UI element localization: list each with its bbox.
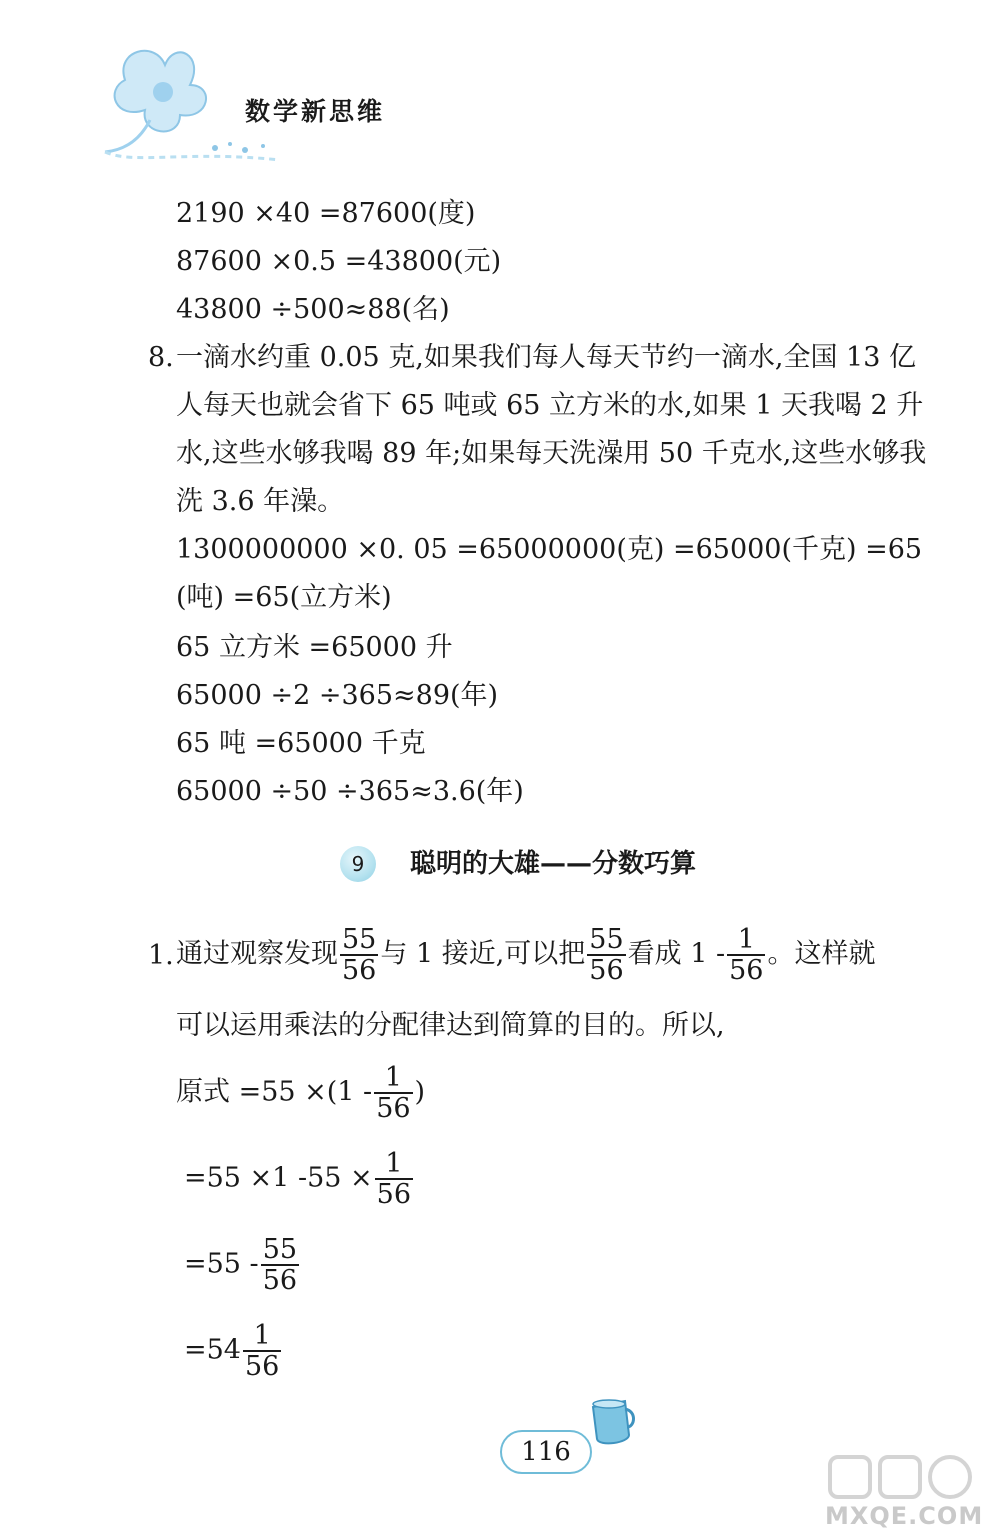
book-title: 数学新思维 <box>245 97 386 126</box>
equation-text: 原式 =55 ×(1 - <box>176 1076 373 1108</box>
numerator: 1 <box>243 1322 281 1352</box>
numerator: 1 <box>727 926 765 956</box>
calc-line: 43800 ÷500≈88(名) <box>176 294 450 325</box>
calc-line: 65000 ÷2 ÷365≈89(年) <box>176 680 499 711</box>
denominator: 56 <box>376 1179 411 1210</box>
denominator: 56 <box>589 955 624 986</box>
equation-text: =55 - <box>184 1248 259 1280</box>
problem-intro-line <box>176 926 875 984</box>
intro-text: 看成 1 - <box>627 938 726 970</box>
fraction <box>243 1322 281 1380</box>
problem-number: 8. <box>148 342 174 373</box>
equation-text: =55 ×1 -55 × <box>184 1162 373 1194</box>
calc-paragraph: 1300000000 ×0. 05 =65000000(克) =65000(千克) =65 (吨) =65(立方米) <box>176 534 923 613</box>
section-title: 聪明的大雄——分数巧算 <box>410 849 697 879</box>
problem-text: 一滴水约重 0.05 克,如果我们每人每天节约一滴水,全国 13 亿人每天也就会省下 65 吨或 65 立方米的水,如果 1 天我喝 2 升水,这些水够我喝 89 年;如果每天洗澡用 50 千克水,这些水够我洗 3.6 年澡。 <box>176 342 927 517</box>
intro-text: 。这样就 <box>767 938 876 970</box>
numerator: 55 <box>589 924 624 955</box>
fraction <box>375 1150 413 1208</box>
watermark-logo-icon <box>790 1455 980 1505</box>
calc-line: 65 立方米 =65000 升 <box>176 632 453 663</box>
fraction <box>340 926 378 984</box>
equation-step <box>176 1064 425 1122</box>
equation-text: =54 <box>184 1334 241 1366</box>
calc-line: 87600 ×0.5 =43800(元) <box>176 246 502 277</box>
watermark-text: MXQE.COM <box>825 1502 984 1530</box>
equation-step <box>184 1322 283 1380</box>
denominator: 56 <box>262 1265 298 1296</box>
calc-line: 65 吨 =65000 千克 <box>176 728 426 759</box>
fraction <box>374 1064 412 1122</box>
fraction <box>261 1236 299 1294</box>
calc-line: 65000 ÷50 ÷365≈3.6(年) <box>176 776 524 807</box>
problem-text: 可以运用乘法的分配律达到简算的目的。所以, <box>176 1010 725 1041</box>
equation-text: ) <box>414 1076 426 1108</box>
numerator: 1 <box>374 1064 412 1094</box>
numerator: 55 <box>342 924 377 955</box>
equation-step <box>184 1236 301 1294</box>
denominator: 56 <box>244 1351 280 1382</box>
fraction <box>727 926 765 984</box>
problem-number: 1. <box>148 940 174 971</box>
intro-text: 与 1 接近,可以把 <box>380 938 586 970</box>
numerator: 1 <box>375 1150 413 1180</box>
fraction <box>587 926 625 984</box>
page-number: 116 <box>500 1430 592 1474</box>
denominator: 56 <box>342 955 377 986</box>
intro-text: 通过观察发现 <box>176 938 338 970</box>
equation-step <box>184 1150 415 1208</box>
calc-line: 2190 ×40 =87600(度) <box>176 198 476 229</box>
water-cup-icon <box>585 1395 635 1450</box>
page-header <box>0 0 1000 175</box>
section-number-badge: 9 <box>340 846 376 882</box>
denominator: 56 <box>729 955 764 986</box>
numerator: 55 <box>262 1234 298 1265</box>
denominator: 56 <box>376 1093 411 1124</box>
